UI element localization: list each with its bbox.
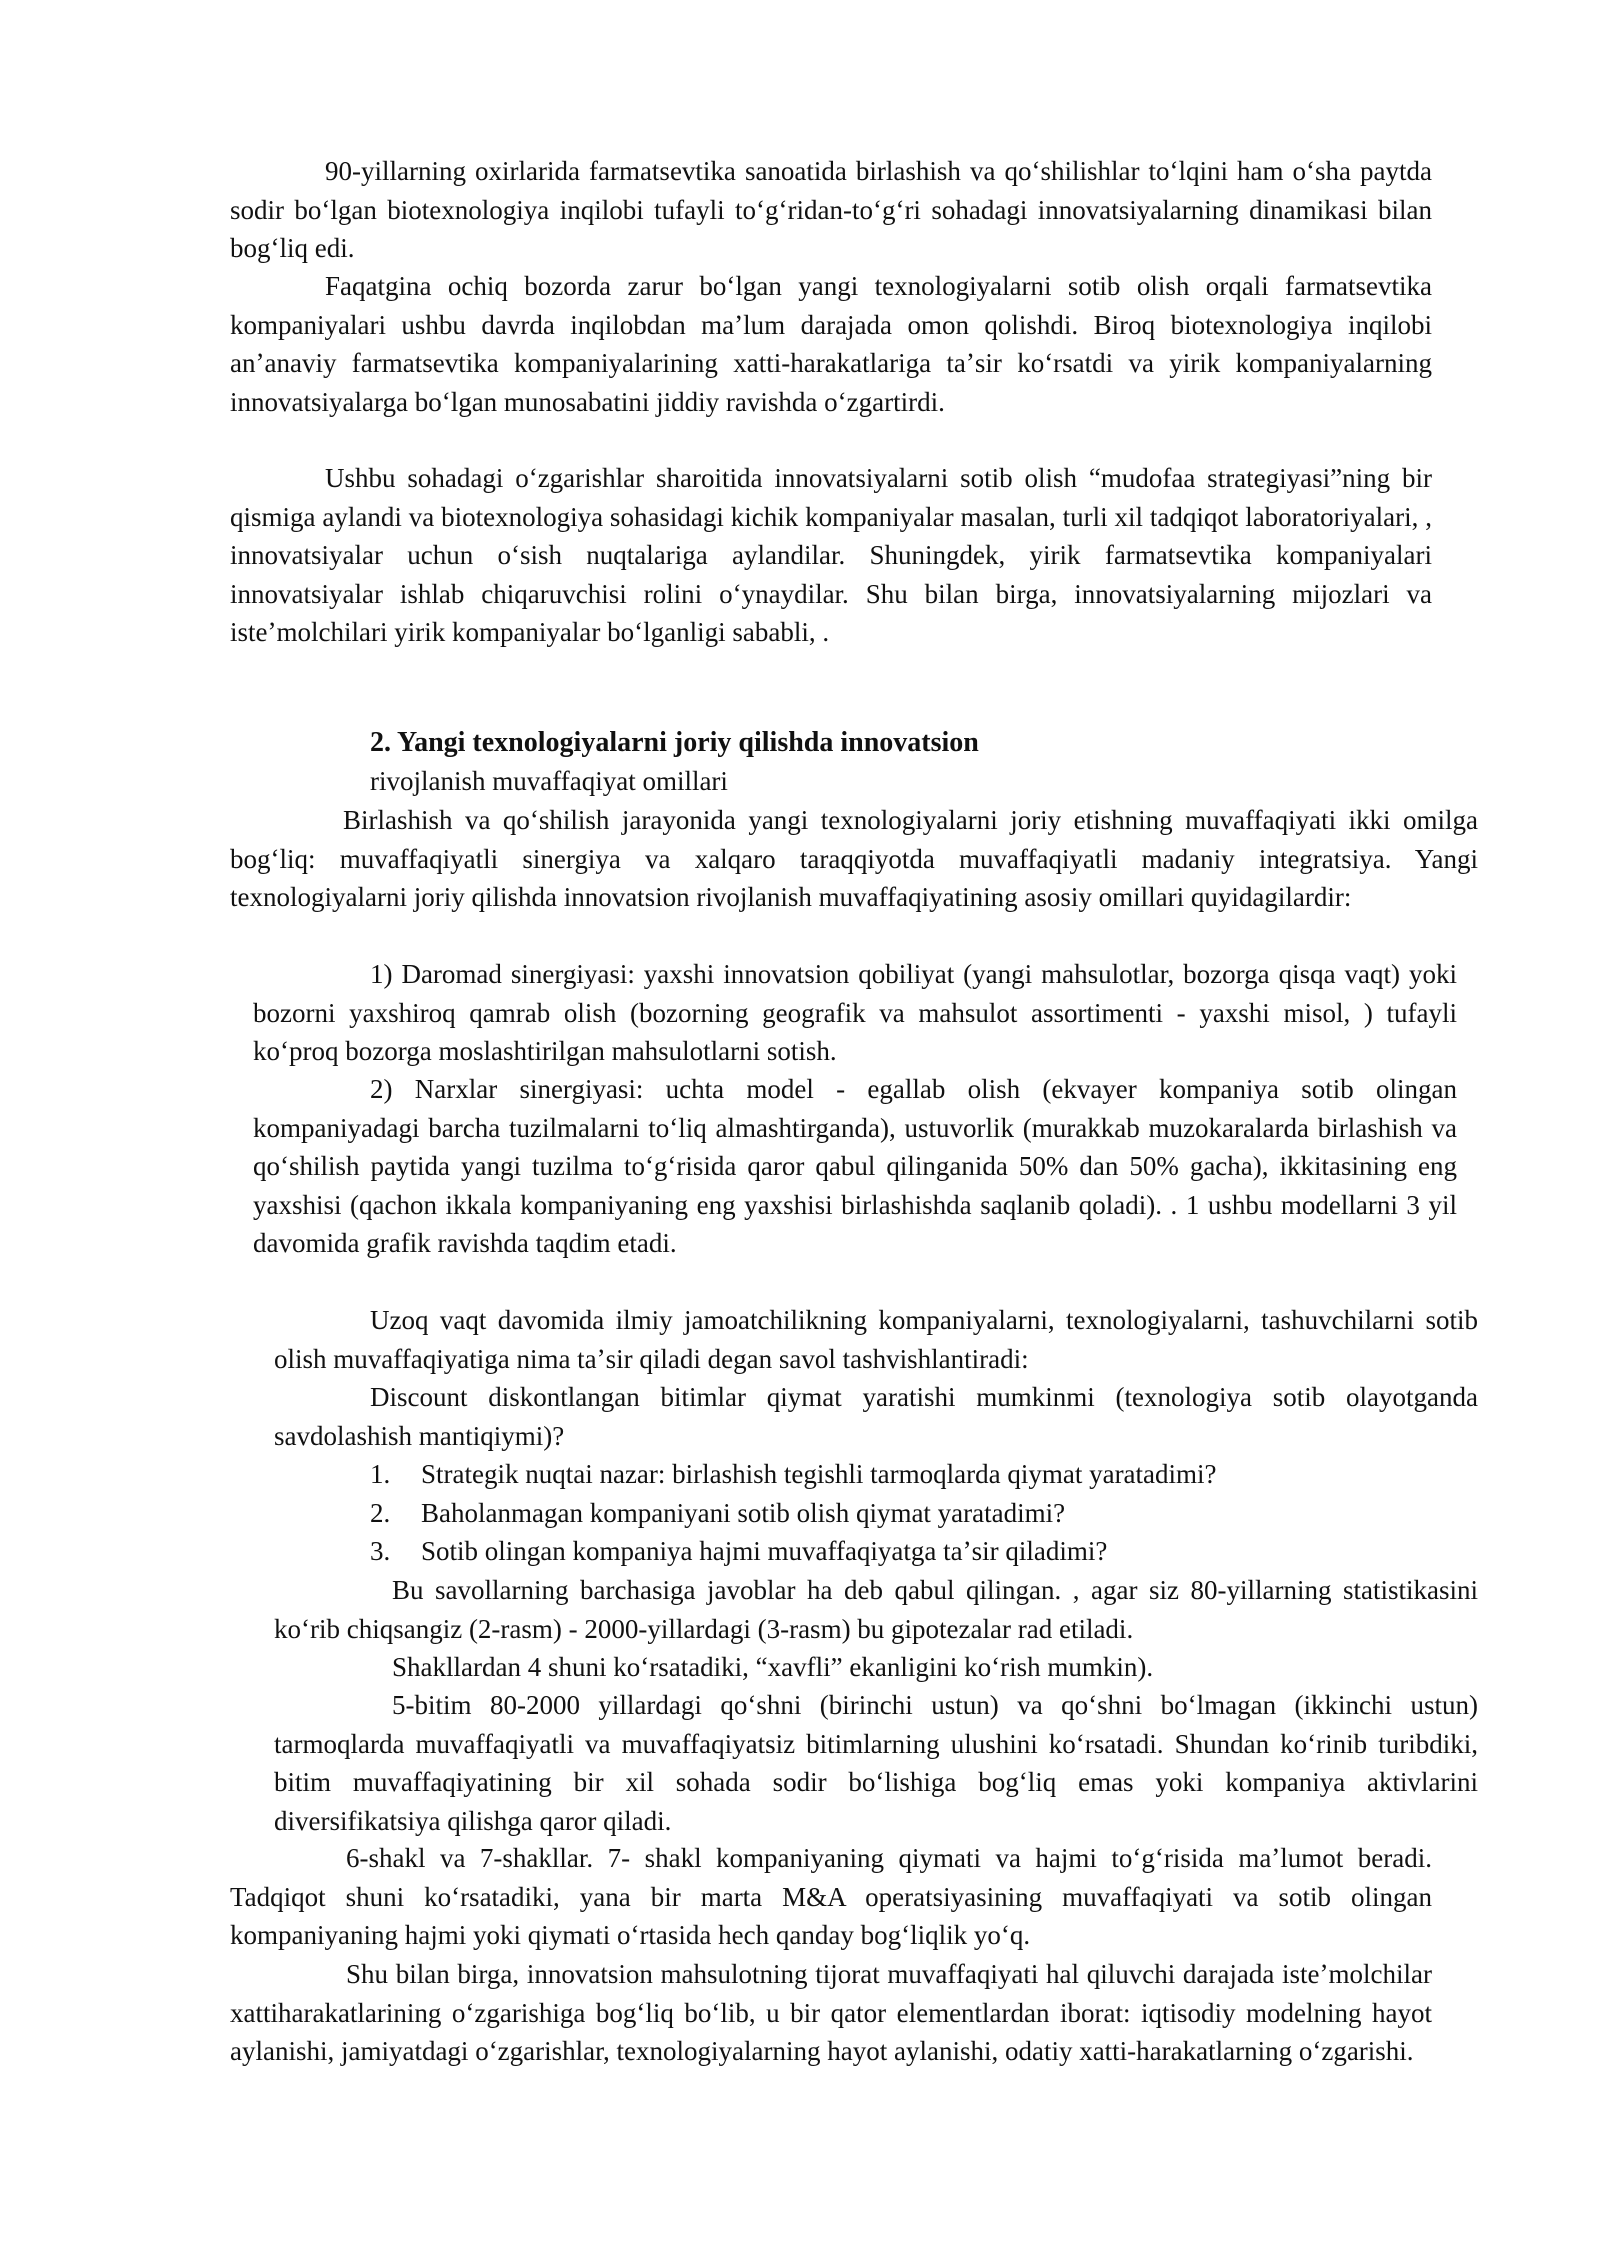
question-item [370,1532,1107,1571]
paragraph-revenue-synergy: 1) Daromad sinergiyasi: yaxshi innovatsion qobiliyat (yangi mahsulotlar, bozorga qisqa vaqt) yoki bozorni yaxshiroq qamrab olish (bozorning geografik va mahsulot assortimenti - yaxshi misol, ) tufayli koʻproq bozorga moslashtirilgan mahsulotlarni sotish. [253,959,1457,1066]
paragraph-answers: Bu savollarning barchasiga javoblar ha deb qabul qilingan. , agar siz 80-yillarning statistikasini koʻrib chiqsangiz (2-rasm) - 2000-yillardagi (3-rasm) bu gipotezalar rad etiladi. [274,1575,1478,1644]
paragraph-long-question: Uzoq vaqt davomida ilmiy jamoatchilikning kompaniyalarni, texnologiyalarni, tashuvchilarni sotib olish muvaffaqiyatiga nima taʼsir qiladi degan savol tashvishlantiradi: [274,1305,1478,1374]
paragraph-open-market: Faqatgina ochiq bozorda zarur boʻlgan yangi texnologiyalarni sotib olish orqali farmatsevtika kompaniyalari ushbu davrda inqilobdan maʼlum darajada omon qolishdi. Biroq biotexnologiya inqilobi anʼanaviy farmatsevtika kompaniyalarining xatti-harakatlariga taʼsir koʻrsatdi va yirik kompaniyalarning innovatsiyalarga boʻlgan munosabatini jiddiy ravishda oʻzgartirdi. [230,271,1432,417]
question-item [370,1455,1217,1494]
question-number: 3. [370,1536,391,1566]
question-item [370,1494,1065,1533]
question-number: 2. [370,1498,391,1528]
question-text: Sotib olingan kompaniya hajmi muvaffaqiyatga taʼsir qiladimi? [421,1536,1108,1566]
paragraph-figure-5: 5-bitim 80-2000 yillardagi qoʻshni (birinchi ustun) va qoʻshni boʻlmagan (ikkinchi ustun) tarmoqlarda muvaffaqiyatli va muvaffaqiyatsiz bitimlarning ulushini koʻrsatadi. Shundan koʻrinib turibdiki, bitim muvaffaqiyatining bir xil sohada sodir boʻlishiga bogʻliq emas yoki kompaniya aktivlarini diversifikatsiya qilishga qaror qiladi. [274,1690,1478,1836]
paragraph-discount: Discount diskontlangan bitimlar qiymat yaratishi mumkinmi (texnologiya sotib olayotganda savdolashish mantiqiymi)? [274,1382,1478,1451]
paragraph-price-synergy: 2) Narxlar sinergiyasi: uchta model - egallab olish (ekvayer kompaniya sotib olingan kompaniyadagi barcha tuzilmalarni toʻliq almashtirganda), ustuvorlik (murakkab muzokaralarda birlashish va qoʻshilish paytida yangi tuzilma toʻgʻrisida qaror qabul qilinganida 50% dan 50% gacha), ikkitasining eng yaxshisi (qachon ikkala kompaniyaning eng yaxshisi birlashishda saqlanib qoladi). . 1 ushbu modellarni 3 yil davomida grafik ravishda taqdim etadi. [253,1074,1457,1258]
question-text: Baholanmagan kompaniyani sotib olish qiymat yaratadimi? [421,1498,1066,1528]
paragraph-changes: Ushbu sohadagi oʻzgarishlar sharoitida innovatsiyalarni sotib olish “mudofaa strategiyasi”ning bir qismiga aylandi va biotexnologiya sohasidagi kichik kompaniyalar masalan, turli xil tadqiqot laboratoriyalari, , innovatsiyalar uchun oʻsish nuqtalariga aylandilar. Shuningdek, yirik farmatsevtika kompaniyalari innovatsiyalar ishlab chiqaruvchisi rolini oʻynaydilar. Shu bilan birga, innovatsiyalarning mijozlari va isteʼmolchilari yirik kompaniyalar boʻlganligi sababli, . [230,463,1432,647]
question-text: Strategik nuqtai nazar: birlashish tegishli tarmoqlarda qiymat yaratadimi? [421,1459,1217,1489]
section-title: 2. Yangi texnologiyalarni joriy qilishda innovatsion [370,727,979,758]
paragraph-figure-4: Shakllardan 4 shuni koʻrsatadiki, “xavfli” ekanligini koʻrish mumkin). [392,1652,1154,1682]
section-subtitle: rivojlanish muvaffaqiyat omillari [370,766,728,796]
paragraph-commercial-success: Shu bilan birga, innovatsion mahsulotning tijorat muvaffaqiyati hal qiluvchi darajada isteʼmolchilar xattiharakatlarining oʻzgarishiga bogʻliq boʻlib, u bir qator elementlardan iborat: iqtisodiy modelning hayot aylanishi, jamiyatdagi oʻzgarishlar, texnologiyalarning hayot aylanishi, odatiy xatti-harakatlarning oʻzgarishi. [230,1959,1432,2066]
paragraph-intro: 90-yillarning oxirlarida farmatsevtika sanoatida birlashish va qoʻshilishlar toʻlqini ham oʻsha paytda sodir boʻlgan biotexnologiya inqilobi tufayli toʻgʻridan-toʻgʻri sohadagi innovatsiyalarning dinamikasi bilan bogʻliq edi. [230,156,1432,263]
question-number: 1. [370,1459,391,1489]
paragraph-merger-factors: Birlashish va qoʻshilish jarayonida yangi texnologiyalarni joriy etishning muvaffaqiyati ikki omilga bogʻliq: muvaffaqiyatli sinergiya va xalqaro taraqqiyotda muvaffaqiyatli madaniy integratsiya. Yangi texnologiyalarni joriy qilishda innovatsion rivojlanish muvaffaqiyatining asosiy omillari quyidagilardir: [230,805,1478,912]
paragraph-figure-6-7: 6-shakl va 7-shakllar. 7- shakl kompaniyaning qiymati va hajmi toʻgʻrisida maʼlumot beradi. Tadqiqot shuni koʻrsatadiki, yana bir marta M&A operatsiyasining muvaffaqiyati va sotib olingan kompaniyaning hajmi yoki qiymati oʻrtasida hech qanday bogʻliqlik yoʻq. [230,1843,1432,1950]
